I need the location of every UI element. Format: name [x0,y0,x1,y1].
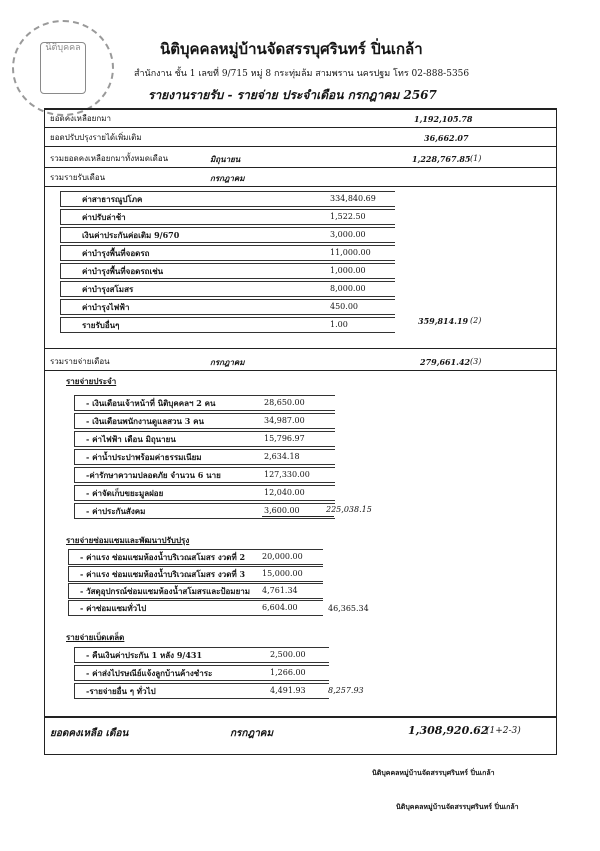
rule [44,716,556,718]
line-item-label: ค่าบำรุงสโมสร [82,284,134,294]
adjust-label: ยอดปรับปรุงรายได้เพิ่มเติม [50,133,142,142]
income-total-ref: (2) [470,316,482,325]
closing-value: 1,308,920.62 [408,724,489,737]
line-item-amount: 2,634.18 [264,452,300,461]
closing-month: กรกฎาคม [230,728,274,739]
expense-total-ref: (3) [470,357,482,366]
line-item-label: เงินค่าประกันค่อเติม 9/670 [82,230,180,240]
line-item-amount: 4,491.93 [270,686,306,695]
expense-label: รวมรายจ่ายเดือน [50,357,110,366]
rule [44,186,556,187]
income-month: กรกฎาคม [210,173,245,183]
income-label: รวมรายรับเดือน [50,173,106,182]
line-item-amount: 1,522.50 [330,212,366,221]
expense-month: กรกฎาคม [210,357,245,367]
rule [44,348,556,349]
stamp-text: นิติบุคคล [45,43,81,53]
signature-line-2: นิติบุคคลหมู่บ้านจัดสรรบุศรินทร์ ปิ่นเกล้า [396,802,519,811]
line-item-label: - ค่าจัดเก็บขยะมูลฝอย [86,488,164,498]
rule [44,167,556,168]
closing-label: ยอดคงเหลือ เดือน [50,728,129,739]
line-item-amount: 1,000.00 [330,266,366,275]
repair-heading: รายจ่ายซ่อมแซมและพัฒนาปรับปรุง [66,535,190,545]
total-carry-ref: (1) [470,154,482,163]
line-item-label: - ค่าส่งไปรษณีย์แจ้งลูกบ้านค้างชำระ [86,668,213,678]
line-item-amount: 11,000.00 [330,248,371,257]
line-item-label: ค่าบำรุงไฟฟ้า [82,302,130,312]
income-total: 359,814.19 [418,316,469,326]
line-item-amount: 34,987.00 [264,416,305,425]
line-item-label: - ค่าแรง ซ่อมแซมห้องน้ำบริเวณสโมสร งวดที่ 2 [80,552,246,562]
line-item-label: - ค่าไฟฟ้า เดือน มิถุนายน [86,434,176,444]
line-item-amount: 12,040.00 [264,488,305,497]
regular-subtotal: 225,038.15 [326,505,372,514]
line-item-label: - ค่าประกันสังคม [86,506,146,516]
line-item-amount: 4,761.34 [262,586,298,595]
subtotal-rule [262,516,334,517]
table-right-border [556,108,557,754]
report-title: รายงานรายรับ - รายจ่าย ประจำเดือน กรกฎาคม 2567 [148,88,437,102]
line-item-amount: 450.00 [330,302,358,311]
line-item-amount: 3,600.00 [264,506,300,515]
line-item-label: ค่าปรับล่าช้า [82,212,126,222]
regular-heading: รายจ่ายประจำ [66,376,117,386]
table-left-border [44,108,45,754]
organization-address: สำนักงาน ชั้น 1 เลขที่ 9/715 หมู่ 8 กระทุ่มล้ม สามพราน นครปฐม โทร 02-888-5356 [134,69,470,79]
total-carry-month: มิถุนายน [210,154,241,164]
line-item-amount: 15,000.00 [262,569,303,578]
line-item-label: - ค่าน้ำประปาพร้อมค่าธรรมเนียม [86,452,202,462]
line-item-amount: 1.00 [330,320,348,329]
rule [44,146,556,147]
repair-subtotal: 46,365.34 [328,604,369,613]
line-item-label: - เงินเดือนเจ้าหน้าที่ นิติบุคคลฯ 2 คน [86,398,216,408]
line-item-amount: 20,000.00 [262,552,303,561]
total-carry-value: 1,228,767.85 [412,154,471,164]
line-item-label: - วัสดุอุปกรณ์ซ่อมแซมห้องน้ำสโมสรและป้อมยาม [80,586,251,596]
line-item-amount: 334,840.69 [330,194,376,203]
line-item-label: -รายจ่ายอื่น ๆ ทั่วไป [86,686,156,696]
table-top-rule [44,108,556,110]
line-item-amount: 3,000.00 [330,230,366,239]
line-item-amount: 1,266.00 [270,668,306,677]
line-item-label: ค่าสาธารณูปโภค [82,194,143,204]
expense-total: 279,661.42 [420,357,471,367]
signature-line-1: นิติบุคคลหมู่บ้านจัดสรรบุศรินทร์ ปิ่นเกล้า [372,768,495,777]
line-item-amount: 15,796.97 [264,434,305,443]
organization-title: นิติบุคคลหมู่บ้านจัดสรรบุศรินทร์ ปิ่นเกล้า [160,40,423,58]
rule [44,127,556,128]
line-item-amount: 8,000.00 [330,284,366,293]
closing-formula: (1+2-3) [486,726,521,736]
line-item-label: - ค่าแรง ซ่อมแซมห้องน้ำบริเวณสโมสร งวดที่ 3 [80,569,246,579]
juristic-stamp [12,20,114,116]
line-item-label: รายรับอื่นๆ [82,320,120,330]
rule [44,370,556,371]
line-item-amount: 127,330.00 [264,470,310,479]
line-item-amount: 6,604.00 [262,603,298,612]
line-item-label: - ค่าซ่อมแซมทั่วไป [80,603,147,613]
line-item-amount: 28,650.00 [264,398,305,407]
line-item-label: ค่าบำรุงพื้นที่จอดรถ [82,248,150,258]
misc-heading: รายจ่ายเบ็ดเตล็ด [66,632,125,642]
line-item-label: -ค่ารักษาความปลอดภัย จำนวน 6 นาย [86,470,221,480]
line-item-label: - คืนเงินค่าประกัน 1 หลัง 9/431 [86,650,203,660]
misc-subtotal: 8,257.93 [328,686,364,695]
line-item-label: ค่าบำรุงพื้นที่จอดรถเช่น [82,266,164,276]
line-item-amount: 2,500.00 [270,650,306,659]
carry-over-label: ยอดคงเหลือยกมา [50,114,111,123]
total-carry-label: รวมยอดคงเหลือยกมาทั้งหมดเดือน [50,154,169,163]
line-item-label: - เงินเดือนพนักงานดูแลสวน 3 คน [86,416,204,426]
carry-over-value: 1,192,105.78 [414,114,473,124]
table-bottom-rule [44,754,557,755]
adjust-value: 36,662.07 [424,133,469,143]
